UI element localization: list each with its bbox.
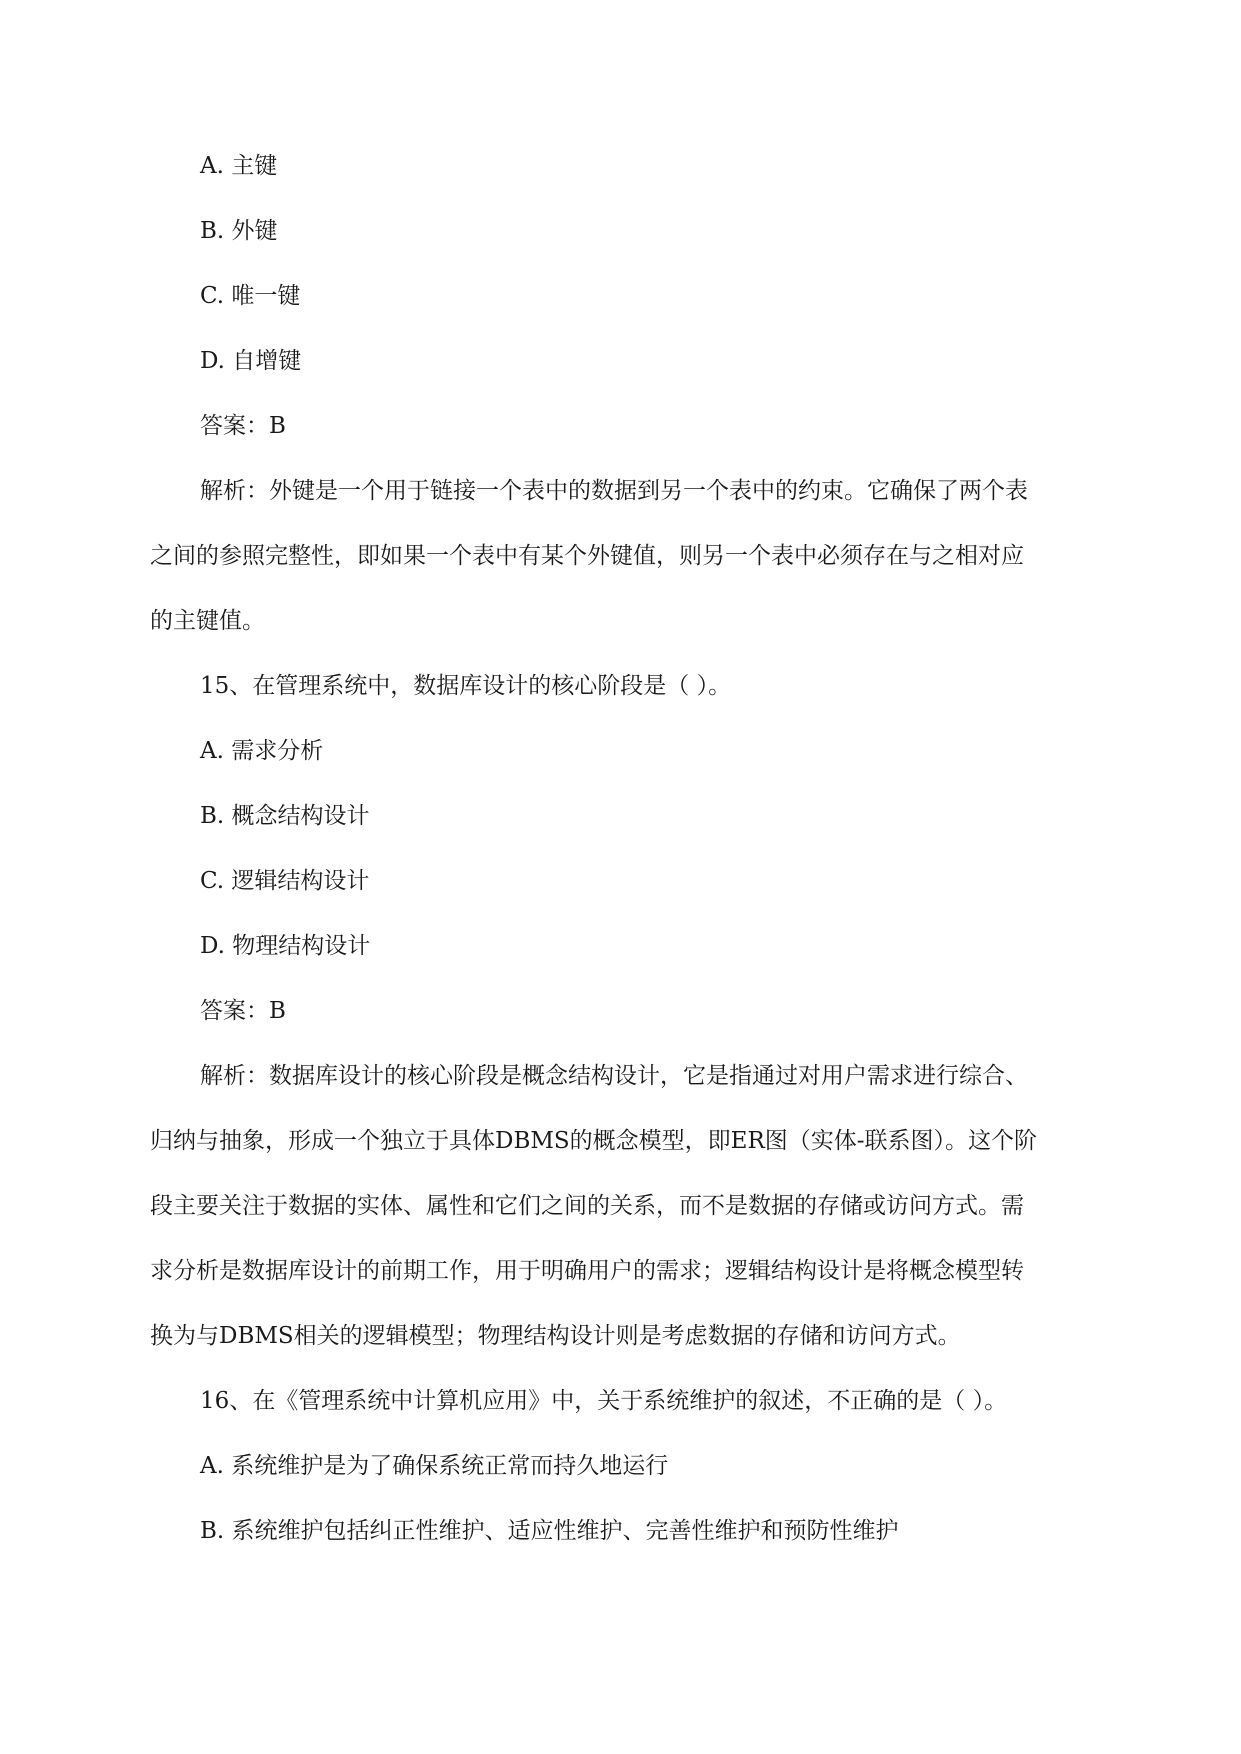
q15-explanation-line-1: 解析：数据库设计的核心阶段是概念结构设计，它是指通过对用户需求进行综合、 (200, 1063, 1028, 1089)
q16-option-a: A. 系统维护是为了确保系统正常而持久地运行 (200, 1453, 669, 1479)
q14-answer: 答案：B (200, 413, 286, 439)
q14-explanation-line-2: 之间的参照完整性，即如果一个表中有某个外键值，则另一个表中必须存在与之相对应 (150, 543, 1024, 569)
q15-option-b: B. 概念结构设计 (200, 803, 370, 829)
q14-option-a: A. 主键 (200, 153, 278, 179)
q16-question: 16、在《管理系统中计算机应用》中，关于系统维护的叙述，不正确的是（ ）。 (200, 1388, 1008, 1414)
q15-explanation-line-4: 求分析是数据库设计的前期工作，用于明确用户的需求；逻辑结构设计是将概念模型转 (150, 1258, 1024, 1284)
q14-explanation-line-1: 解析：外键是一个用于链接一个表中的数据到另一个表中的约束。它确保了两个表 (200, 478, 1028, 504)
q15-question: 15、在管理系统中，数据库设计的核心阶段是（ ）。 (200, 673, 732, 699)
q16-option-b: B. 系统维护包括纠正性维护、适应性维护、完善性维护和预防性维护 (200, 1518, 899, 1544)
q14-option-c: C. 唯一键 (200, 283, 301, 309)
q15-option-d: D. 物理结构设计 (200, 933, 371, 959)
q15-explanation-line-5: 换为与DBMS相关的逻辑模型；物理结构设计则是考虑数据的存储和访问方式。 (150, 1323, 961, 1349)
q15-option-c: C. 逻辑结构设计 (200, 868, 370, 894)
q14-explanation-line-3: 的主键值。 (150, 608, 265, 634)
q15-option-a: A. 需求分析 (200, 738, 324, 764)
q15-explanation-line-2: 归纳与抽象，形成一个独立于具体DBMS的概念模型，即ER图（实体-联系图）。这个阶 (150, 1128, 1038, 1154)
q14-option-b: B. 外键 (200, 218, 278, 244)
q15-answer: 答案：B (200, 998, 286, 1024)
q15-explanation-line-3: 段主要关注于数据的实体、属性和它们之间的关系，而不是数据的存储或访问方式。需 (150, 1193, 1024, 1219)
q14-option-d: D. 自增键 (200, 348, 302, 374)
